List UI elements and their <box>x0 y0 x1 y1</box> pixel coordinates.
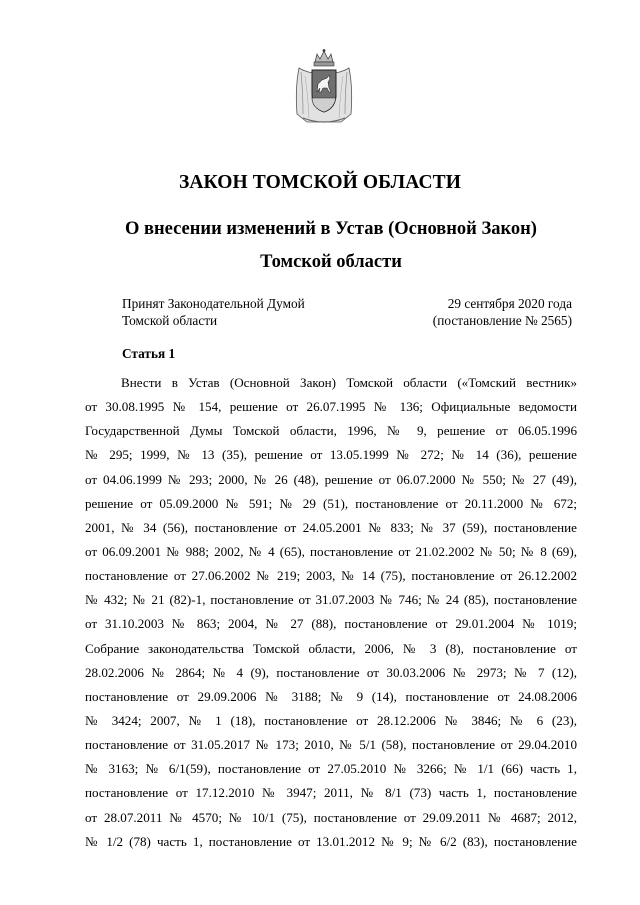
article-text-line: 28.02.2006 № 2864; № 4 (9), постановление от 30.03.2006 № 2973; № 7 (12), <box>85 664 577 680</box>
article-text-line: Государственной Думы Томской области, 1996, № 9, решение от 06.05.1996 <box>85 423 577 439</box>
adoption-body <box>122 295 305 329</box>
resolution-number-line: (постановление № 2565) <box>432 313 572 328</box>
article-text-line: постановление от 17.12.2010 № 3947; 2011, № 8/1 (73) часть 1, постановление <box>85 785 577 801</box>
adoption-date-line: 29 сентября 2020 года <box>447 296 572 311</box>
law-subtitle-line-1: О внесении изменений в Устав (Основной Закон) <box>125 219 537 239</box>
article-text-line: от 06.09.2001 № 988; 2002, № 4 (65), постановление от 21.02.2002 № 50; № 8 (69), <box>85 543 577 559</box>
article-text-line: от 30.08.1995 № 154, решение от 26.07.1995 № 136; Официальные ведомости <box>85 399 577 415</box>
adoption-date <box>433 295 572 329</box>
article-text-line: постановление от 27.06.2002 № 219; 2003, № 14 (75), постановление от 26.12.2002 <box>85 568 577 584</box>
article-text-line: Собрание законодательства Томской области, 2006, № 3 (8), постановление от <box>85 640 577 656</box>
article-text-line: № 295; 1999, № 13 (35), решение от 13.05.1999 № 272; № 14 (36), решение <box>85 447 577 463</box>
article-text-line: № 1/2 (78) часть 1, постановление от 13.01.2012 № 9; № 6/2 (83), постановление <box>85 833 577 849</box>
article-text-line: № 3424; 2007, № 1 (18), постановление от 28.12.2006 № 3846; № 6 (23), <box>85 712 577 728</box>
law-title: ЗАКОН ТОМСКОЙ ОБЛАСТИ <box>178 172 462 193</box>
law-subtitle-line-2: Томской области <box>260 252 402 272</box>
tomsk-region-coat-of-arms-icon <box>293 48 355 126</box>
article-text-line: решение от 05.09.2000 № 591; № 29 (51), постановление от 20.11.2000 № 672; <box>85 495 577 511</box>
article-text-line: от 28.07.2011 № 4570; № 10/1 (75), постановление от 29.09.2011 № 4687; 2012, <box>85 809 577 825</box>
article-text-line: от 04.06.1999 № 293; 2000, № 26 (48), решение от 06.07.2000 № 550; № 27 (49), <box>85 471 577 487</box>
article-text-line: № 432; № 21 (82)-1, постановление от 31.07.2003 № 746; № 24 (85), постановление <box>85 592 577 608</box>
article-text-line: от 31.10.2003 № 863; 2004, № 27 (88), постановление от 29.01.2004 № 1019; <box>85 616 577 632</box>
article-text-line: 2001, № 34 (56), постановление от 24.05.2001 № 833; № 37 (59), постановление <box>85 519 577 535</box>
article-heading: Статья 1 <box>122 346 176 361</box>
article-text-line: постановление от 31.05.2017 № 173; 2010, № 5/1 (58), постановление от 29.04.2010 <box>85 737 577 753</box>
article-text-line: Внести в Устав (Основной Закон) Томской области («Томский вестник» <box>121 375 577 390</box>
article-text-line: постановление от 29.09.2006 № 3188; № 9 (14), постановление от 24.08.2006 <box>85 688 577 704</box>
article-body <box>85 371 577 854</box>
article-text-line: № 3163; № 6/1(59), постановление от 27.05.2010 № 3266; № 1/1 (66) часть 1, <box>85 761 577 777</box>
adoption-body-line-1: Принят Законодательной Думой <box>122 296 305 311</box>
adoption-body-line-2: Томской области <box>122 313 218 328</box>
